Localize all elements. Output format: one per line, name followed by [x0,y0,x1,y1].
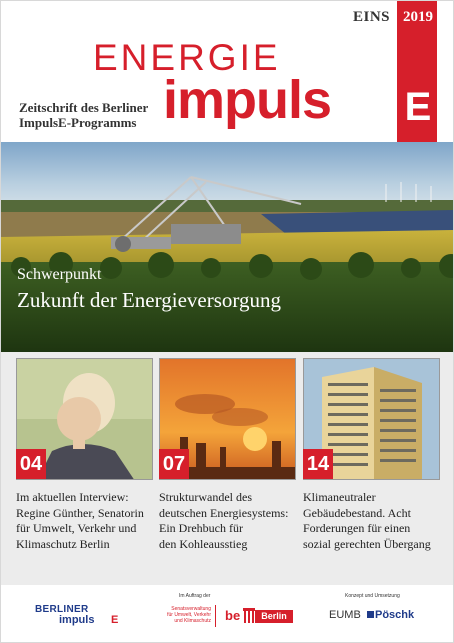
article-teaser-3[interactable] [303,490,449,552]
teaser-1-line-4: Klimaschutz Berlin [16,536,110,551]
masthead-e-letter: E [404,85,432,129]
senat-line-3: und Klimaschutz [174,618,211,624]
teaser-1-line-2: Regine Günther, Senatorin [16,505,144,520]
senat-line-2: für Umwelt, Verkehr [167,612,211,618]
hero-kicker: Schwerpunkt [17,266,102,283]
teaser-3-line-3: Forderungen für einen [303,521,411,535]
hero-title: Zukunft der Energieversorgung [17,288,281,312]
cover-subtitle [19,100,148,130]
page-number-badge-1: 04 [16,449,46,479]
subtitle-line-1: Zeitschrift des Berliner [19,100,149,115]
subtitle-line-2: ImpulsE-Programms [19,115,137,130]
teaser-3-line-4: sozial gerechten Übergang [303,536,431,551]
senat-line-1: Senatsverwaltung [171,606,211,612]
teaser-2-line-2: deutschen Energiesystems: [159,505,289,520]
berliner-impulse-logo-top: BERLINER [35,604,89,615]
commissioned-label: Im Auftrag der [179,593,211,599]
issue-year: 2019 [403,9,433,25]
teaser-1-line-1: Im aktuellen Interview: [16,490,129,504]
excavator-landscape-illustration [1,142,454,352]
teaser-1-line-3: für Umwelt, Verkehr und [16,521,137,535]
teaser-2-line-4: den Kohleausstieg [159,536,248,551]
page-number-badge-3: 14 [303,449,333,479]
issue-label: EINS [353,9,391,25]
masthead-impuls: impuls [163,70,332,130]
berliner-impulse-logo-e: E [111,614,119,626]
teaser-2-line-3: Ein Drehbuch für [159,521,243,535]
paschk-logo: Pöschk [375,609,415,621]
brandenburg-gate-icon [243,608,255,623]
eumb-logo: EUMB [329,609,361,621]
article-teaser-1[interactable] [16,490,156,552]
be-berlin-logo-be: be [225,608,241,623]
be-berlin-logo-box: Berlin [255,610,293,623]
teaser-3-line-1: Klimaneutraler [303,490,376,504]
masthead-energie: ENERGIE [93,37,281,78]
teaser-3-line-2: Gebäudebestand. Acht [303,505,411,520]
berliner-impulse-logo-bottom: impuls [59,614,95,626]
senatsverwaltung-logo-text [167,606,211,624]
article-teaser-2[interactable] [159,490,301,552]
page-number-badge-2: 07 [159,449,189,479]
paschk-logo-square-icon [367,611,374,618]
hero-image [1,142,454,352]
senat-divider [215,605,216,627]
concept-label: Konzept und Umsetzung [345,593,400,599]
teaser-2-line-1: Strukturwandel des [159,490,252,504]
